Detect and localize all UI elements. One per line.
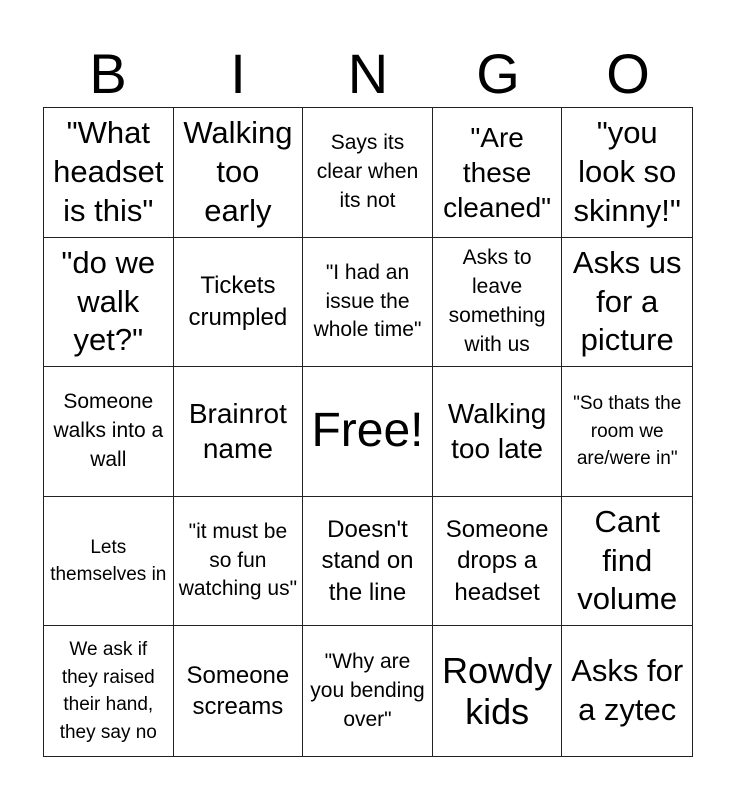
bingo-cell-text: Doesn't stand on the line	[321, 515, 414, 606]
bingo-cell-r1-c5[interactable]	[562, 108, 692, 238]
bingo-cell-text: Brainrot name	[188, 398, 287, 465]
bingo-cell-text: Someone screams	[186, 661, 290, 721]
bingo-cell-text: Someone drops a headset	[445, 515, 549, 606]
bingo-cell-text: Says its clear when its not	[316, 131, 419, 212]
bingo-cell-r5-c1[interactable]	[44, 626, 174, 756]
bingo-cell-r3-c2[interactable]	[174, 367, 304, 497]
bingo-cell-text: Walking too late	[447, 398, 547, 465]
bingo-cell-text: "What headset is this"	[53, 115, 164, 228]
bingo-cell-text: Cant find volume	[577, 503, 678, 617]
bingo-cell-text: "Why are you bending over"	[310, 650, 425, 731]
bingo-cell-text: Asks for a zytec	[571, 653, 684, 728]
bingo-cell-r2-c2[interactable]	[174, 238, 304, 368]
bingo-board	[43, 107, 693, 757]
bingo-cell-text: "I had an issue the whole time"	[313, 260, 422, 342]
bingo-cell-r5-c4[interactable]	[433, 626, 563, 756]
bingo-cell-r4-c2[interactable]	[174, 497, 304, 627]
bingo-cell-text: "you look so skinny!"	[573, 115, 681, 228]
bingo-cell-r3-c4[interactable]	[433, 367, 563, 497]
bingo-cell-r2-c3[interactable]	[303, 238, 433, 368]
bingo-cell-r5-c3[interactable]	[303, 626, 433, 756]
bingo-cell-r2-c4[interactable]	[433, 238, 563, 368]
bingo-cell-text: We ask if they raised their hand, they say no	[59, 639, 157, 743]
bingo-cell-text: Someone walks into a wall	[53, 390, 164, 471]
bingo-cell-r2-c1[interactable]	[44, 238, 174, 368]
bingo-cell-text: "Are these cleaned"	[443, 121, 552, 223]
bingo-cell-r1-c2[interactable]	[174, 108, 304, 238]
header-letter-g: G	[476, 42, 520, 105]
bingo-header	[43, 40, 693, 108]
bingo-cell-r5-c5[interactable]	[562, 626, 692, 756]
bingo-cell-text: Walking too early	[183, 115, 293, 228]
bingo-cell-text: Asks to leave something with us	[448, 246, 546, 356]
bingo-cell-r5-c2[interactable]	[174, 626, 304, 756]
bingo-cell-text: Asks us for a picture	[572, 244, 682, 358]
bingo-cell-r3-c5[interactable]	[562, 367, 692, 497]
bingo-cell-r4-c5[interactable]	[562, 497, 692, 627]
bingo-cell-r3-c1[interactable]	[44, 367, 174, 497]
free-space-text: Free!	[311, 404, 424, 458]
bingo-cell-r4-c1[interactable]	[44, 497, 174, 627]
header-letter-o: O	[606, 42, 650, 105]
bingo-cell-r1-c1[interactable]	[44, 108, 174, 238]
bingo-cell-r4-c4[interactable]	[433, 497, 563, 627]
bingo-cell-free-space[interactable]	[303, 367, 433, 497]
bingo-cell-r4-c3[interactable]	[303, 497, 433, 627]
header-letter-n: N	[347, 42, 389, 105]
header-letter-b: B	[89, 42, 127, 105]
bingo-cell-text: "it must be so fun watching us"	[178, 519, 298, 601]
bingo-cell-text: Rowdy kids	[442, 649, 553, 733]
bingo-cell-text: Tickets crumpled	[188, 272, 288, 331]
bingo-cell-text: Lets themselves in	[50, 536, 167, 586]
bingo-cell-r2-c5[interactable]	[562, 238, 692, 368]
bingo-cell-text: "do we walk yet?"	[61, 244, 156, 358]
bingo-cell-text: "So thats the room we are/were in"	[573, 393, 682, 470]
bingo-cell-r1-c3[interactable]	[303, 108, 433, 238]
header-letter-i: I	[230, 42, 246, 105]
bingo-cell-r1-c4[interactable]	[433, 108, 563, 238]
